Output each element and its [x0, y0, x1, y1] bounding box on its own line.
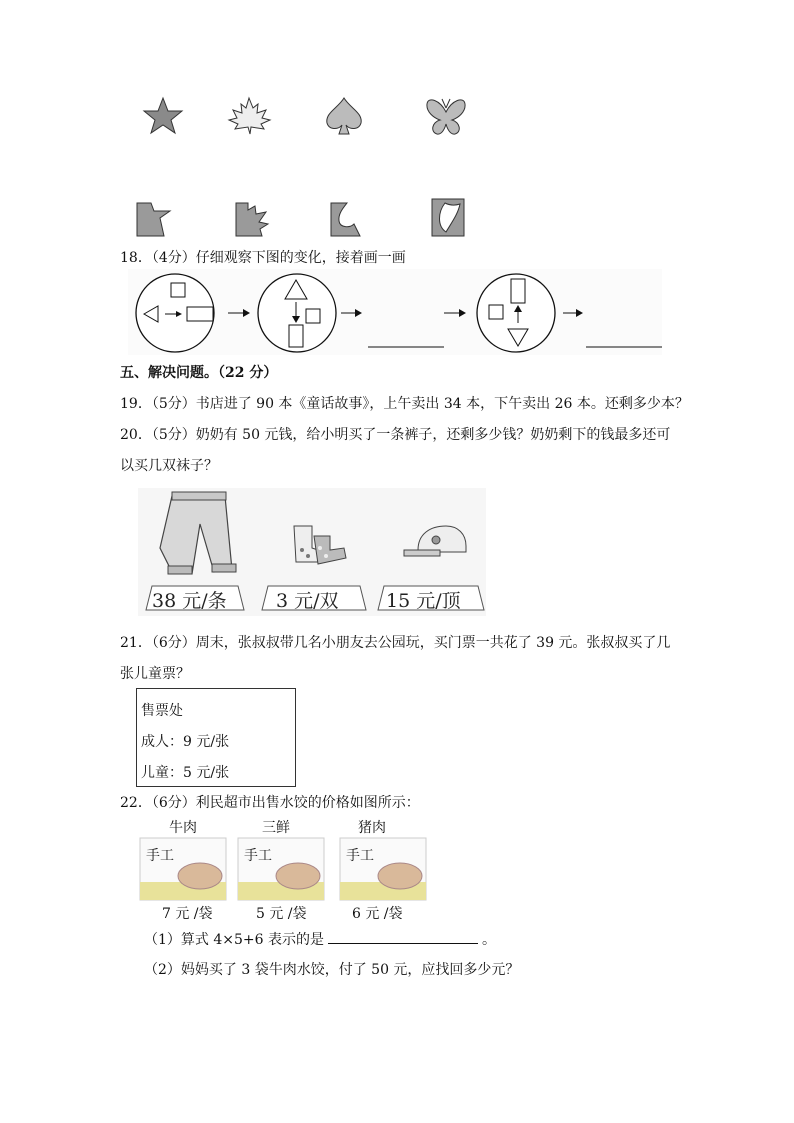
bag-brand-text: 手工 [346, 848, 374, 864]
cutout-butterfly-shape [432, 199, 464, 236]
cutout-spade-shape [331, 203, 360, 236]
price-tag-pants [146, 586, 244, 612]
star-icon [144, 98, 182, 133]
q19-text: 19．（5分）书店进了 90 本《童话故事》，上午卖出 34 本，下午卖出 26 本。还剩多少本？ [120, 396, 689, 412]
dumpling-price-beef: 7 元 /袋 [162, 906, 213, 922]
pattern-circle-1 [136, 274, 214, 352]
q20-items-figure [0, 488, 794, 618]
dumpling-price-pork: 6 元 /袋 [352, 906, 403, 922]
dumpling-price-sanxian: 5 元 /袋 [256, 906, 307, 922]
q21-text-line2: 张儿童票？ [120, 666, 190, 682]
q22-sub2: （2）妈妈买了 3 袋牛肉水饺，付了 50 元，应找回多少元？ [144, 962, 520, 978]
section-title: 五、解决问题。（22 分） [120, 365, 278, 381]
butterfly-icon [427, 99, 465, 134]
dumpling-name-sanxian: 三鲜 [262, 820, 290, 836]
maple-leaf-icon [229, 98, 270, 134]
pattern-circle-3 [477, 274, 555, 352]
price-tag-cap-text: 15 元/顶 [386, 590, 461, 612]
pattern-circle-2 [258, 274, 336, 352]
q18-pattern-figure [0, 267, 794, 367]
ticket-office-box [136, 688, 296, 787]
cutout-star-shape [137, 203, 170, 236]
q21-text-line1: 21．（6分）周末，张叔叔带几名小朋友去公园玩，买门票一共花了 39 元。张叔叔买了几 [120, 635, 671, 651]
price-tag-pants-text: 38 元/条 [152, 590, 227, 612]
dumpling-bag-pork [340, 838, 426, 900]
q22-sub1 [144, 929, 496, 950]
q20-text-line2: 以买几双袜子？ [120, 458, 218, 474]
adult-price: 成人：9 元/张 [141, 734, 230, 750]
q20-text-line1: 20．（5分）奶奶有 50 元钱，给小明买了一条裤子，还剩多少钱？奶奶剩下的钱最多还可 [120, 427, 671, 443]
child-price: 儿童：5 元/张 [141, 765, 230, 781]
q17-shapes-figure [0, 0, 794, 240]
spade-icon [327, 98, 361, 134]
dumpling-bag-beef [140, 838, 226, 900]
q22-sub1-text: （1）算式 4×5+6 表示的是 [144, 932, 324, 948]
cutout-leaf-shape [236, 203, 268, 236]
price-tag-socks [262, 586, 366, 612]
q18-text: 18．（4分）仔细观察下图的变化，接着画一画 [120, 250, 406, 266]
dumpling-name-pork: 猪肉 [358, 820, 386, 836]
ticket-office-title: 售票处 [141, 703, 183, 719]
dumpling-bag-sanxian [238, 838, 324, 900]
bag-brand-text: 手工 [244, 848, 272, 864]
bag-brand-text: 手工 [146, 848, 174, 864]
q22-sub1-end: 。 [482, 932, 496, 948]
answer-blank[interactable] [328, 929, 478, 944]
q22-text: 22．（6分）利民超市出售水饺的价格如图所示： [120, 795, 420, 811]
dumpling-name-beef: 牛肉 [169, 820, 197, 836]
price-tag-socks-text: 3 元/双 [276, 590, 339, 612]
price-tag-cap [378, 586, 484, 612]
